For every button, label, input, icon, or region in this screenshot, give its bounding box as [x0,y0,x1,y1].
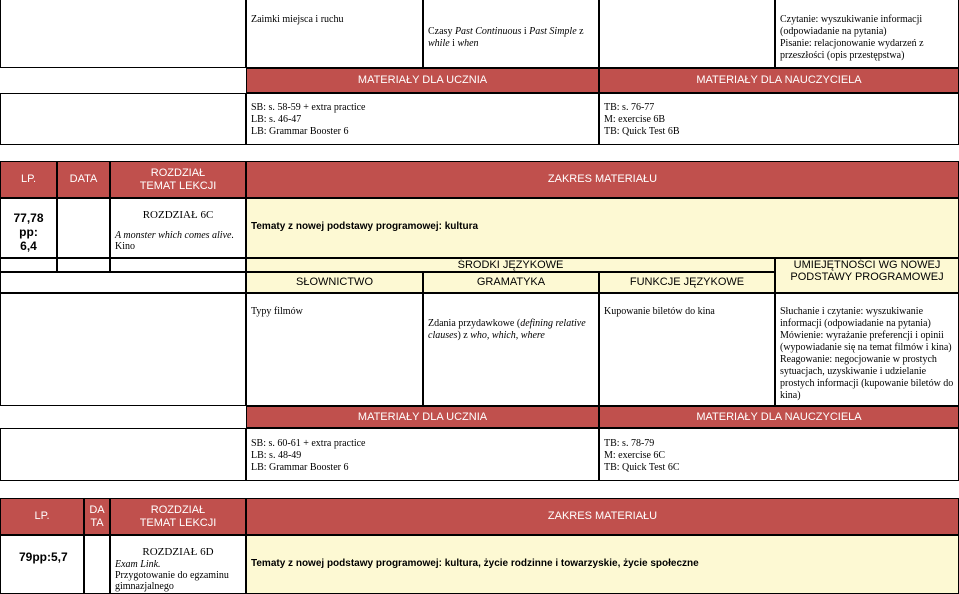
h2-data: DA TA [84,498,110,535]
h1-zakres: ZAKRES MATERIAŁU [246,161,959,198]
s3-topic2: Przygotowanie do egzaminu gimnazjalnego [115,570,229,592]
s2-topic: A monster which comes alive. [115,230,234,241]
s2-podstawa: Tematy z nowej podstawy programowej: kultura [246,198,959,258]
s2-materials-student-header: MATERIAŁY DLA UCZNIA [246,406,599,428]
s1-grammar-t2: Past Continuous [454,26,522,37]
s2-functions: Kupowanie biletów do kina [599,293,775,406]
s1-grammar-t4: Past Simple [529,26,577,37]
s3-lesson [110,535,246,594]
s1-spacer-left [0,0,246,68]
s1-grammar-t5: z [576,26,584,37]
s3-date [84,535,110,594]
s2-chapter: ROZDZIAŁ 6C [142,209,214,221]
s1-grammar-t8: when [457,38,479,49]
s3-podstawa: Tematy z nowej podstawy programowej: kultura, życie rodzinne i towarzyskie, życie społeczne [246,535,959,594]
s2-srodki-header: ŚRODKI JĘZYKOWE [246,258,775,272]
h2-zakres: ZAKRES MATERIAŁU [246,498,959,535]
s1-functions-cell [599,0,775,68]
s1-vocab-cell: Zaimki miejsca i ruchu [246,0,423,68]
s1-materials-student-header: MATERIAŁY DLA UCZNIA [246,68,599,93]
h1-data: DATA [57,161,110,198]
s1-grammar-t1: Czasy [428,26,455,37]
s1-materials-teacher: TB: s. 76-77 M: exercise 6B TB: Quick Test 6B [599,93,959,145]
s3-topic: Exam Link. [115,559,161,570]
s2-umiejetnosci-header: UMIEJĘTNOŚCI WG NOWEJ PODSTAWY PROGRAMOWEJ [775,258,959,293]
s2-lp: 77,78 pp: 6,4 [0,198,57,258]
s2-gramatyka-header: GRAMATYKA [423,272,599,293]
s1-materials-student: SB: s. 58-59 + extra practice LB: s. 46-47 LB: Grammar Booster 6 [246,93,599,145]
s1-grammar-t3: i [521,26,530,37]
s3-lp: 79pp:5,7 [0,535,84,594]
s1-grammar-cell [423,0,599,68]
s2-topic2: Kino [115,241,135,252]
h2-lp: LP. [0,498,84,535]
s2-grammar-t3: ) z [457,330,471,341]
s2-grammar-t4: who, which, where [470,330,545,341]
s1-materials-teacher-header: MATERIAŁY DLA NAUCZYCIELA [599,68,959,93]
s2-skills: Słuchanie i czytanie: wyszukiwanie informacji (odpowiadanie na pytania) Mówienie: wyrażanie preferencji i opinii (wypowiadanie się na temat filmów i kina) Reagowanie: negocjowanie w prostych sytuacjach, uzyskiwanie i udzielanie prostych informacji (kupowanie biletów do kina) [775,293,959,406]
s2-date [57,198,110,258]
s2-materials-teacher-header: MATERIAŁY DLA NAUCZYCIELA [599,406,959,428]
s1-materials-spacer [0,93,246,145]
s2-materials-student: SB: s. 60-61 + extra practice LB: s. 48-49 LB: Grammar Booster 6 [246,428,599,481]
s1-grammar-t6: while [428,38,450,49]
s2-funkcje-header: FUNKCJE JĘZYKOWE [599,272,775,293]
s2-grammar [423,293,599,406]
s2-spacer-b [57,258,110,272]
s2-grammar-t1: Zdania przydawkowe ( [428,318,521,329]
s2-grammar-t2: defining relative clauses [428,318,586,341]
s1-skills-cell: Czytanie: wyszukiwanie informacji (odpowiadanie na pytania) Pisanie: relacjonowanie wydarzeń z przeszłości (opis przestępstwa) [775,0,959,68]
s2-vocab: Typy filmów [246,293,423,406]
s2-materials-spacer [0,428,246,481]
s2-lesson [110,198,246,258]
h2-rozdzial: ROZDZIAŁ TEMAT LEKCJI [110,498,246,535]
s1-grammar-t7: i [449,38,458,49]
s2-materials-teacher: TB: s. 78-79 M: exercise 6C TB: Quick Test 6C [599,428,959,481]
s2-spacer-d [0,272,246,293]
s2-spacer-a [0,258,57,272]
h1-lp: LP. [0,161,57,198]
s3-chapter: ROZDZIAŁ 6D [142,546,214,558]
s2-content-spacer [0,293,246,406]
h1-rozdzial: ROZDZIAŁ TEMAT LEKCJI [110,161,246,198]
s2-slownictwo-header: SŁOWNICTWO [246,272,423,293]
s2-spacer-c [110,258,246,272]
